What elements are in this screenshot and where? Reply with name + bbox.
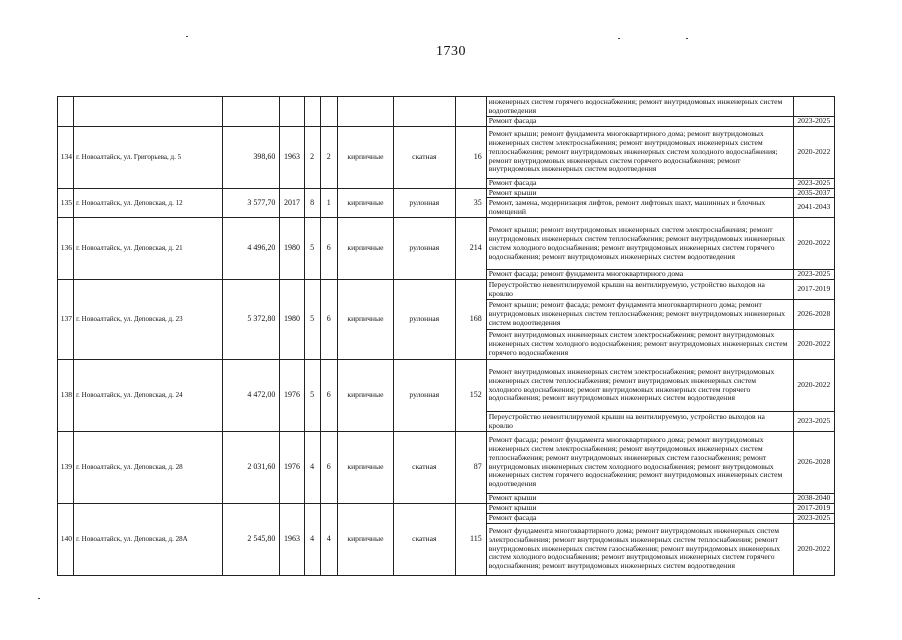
apartments-cell: 214 — [455, 218, 486, 280]
area-cell: 398,60 — [223, 126, 280, 188]
year-cell: 1980 — [280, 280, 304, 360]
wall-material-cell: кирпичные — [337, 280, 393, 360]
address-cell: г. Новоалтайск, ул. Деповская, д. 21 — [74, 218, 223, 280]
work-period-cell: 2023-2025 — [793, 270, 834, 280]
work-description-cell: инженерных систем горячего водоснабжения; ремонт внутридомовых инженерных систем водоотведения — [486, 97, 793, 117]
apartments-cell: 87 — [455, 432, 486, 504]
area-cell: 3 577,70 — [223, 188, 280, 218]
area-cell: 2 545,80 — [223, 503, 280, 575]
apartments-cell — [455, 97, 486, 127]
scan-mark — [618, 38, 620, 39]
work-description-cell: Ремонт внутридомовых инженерных систем электроснабжения; ремонт внутридомовых инженерных систем холодного водоснабжения; ремонт внутридомовых инженерных систем горячего водоснабжения — [486, 330, 793, 360]
scan-mark — [686, 38, 688, 39]
work-period-cell: 2017-2019 — [793, 503, 834, 513]
row-number: 138 — [58, 360, 74, 432]
table-row — [58, 503, 835, 513]
roof-type-cell — [394, 97, 455, 127]
row-number: 139 — [58, 432, 74, 504]
year-cell — [280, 97, 304, 127]
row-number: 136 — [58, 218, 74, 280]
year-cell: 1976 — [280, 360, 304, 432]
work-description-cell: Ремонт крыши; ремонт фундамента многоквартирного дома; ремонт внутридомовых инженерных систем электроснабжения; ремонт внутридомовых инженерных систем теплоснабжения; ремонт внутридомовых инженерных систем холодного водоснабжения; ремонт внутридомовых инженерных систем горячего водоснабжения; ремонт внутридомовых инженерных систем водоотведения — [486, 126, 793, 178]
roof-type-cell: рулонная — [394, 280, 455, 360]
roof-type-cell: рулонная — [394, 218, 455, 280]
work-description-cell: Ремонт фасада; ремонт фундамента многоквартирного дома — [486, 270, 793, 280]
wall-material-cell: кирпичные — [337, 126, 393, 188]
scan-mark — [186, 36, 188, 37]
area-cell — [223, 97, 280, 127]
area-cell: 4 496,20 — [223, 218, 280, 280]
work-description-cell: Ремонт крыши — [486, 503, 793, 513]
wall-material-cell: кирпичные — [337, 188, 393, 218]
roof-type-cell: скатная — [394, 503, 455, 575]
roof-type-cell: скатная — [394, 126, 455, 188]
work-description-cell: Ремонт фундамента многоквартирного дома; ремонт внутридомовых инженерных систем электроснабжения; ремонт внутридомовых инженерных систем теплоснабжения; ремонт внутридомовых инженерных систем газоснабжения; ремонт внутридомовых инженерных систем холодного водоснабжения; ремонт внутридомовых инженерных систем горячего водоснабжения; ремонт внутридомовых инженерных систем водоотведения — [486, 523, 793, 575]
repair-schedule-table — [57, 96, 835, 576]
work-description-cell: Ремонт, замена, модернизация лифтов, ремонт лифтовых шахт, машинных и блочных помещений — [486, 198, 793, 218]
apartments-cell: 35 — [455, 188, 486, 218]
floors-cell: 8 — [304, 188, 320, 218]
floors-cell: 4 — [304, 432, 320, 504]
table-row — [58, 126, 835, 178]
work-period-cell — [793, 97, 834, 117]
work-description-cell: Ремонт фасада — [486, 513, 793, 523]
roof-type-cell: скатная — [394, 432, 455, 504]
work-period-cell: 2020-2022 — [793, 330, 834, 360]
roof-type-cell: рулонная — [394, 360, 455, 432]
entrances-cell: 1 — [320, 188, 337, 218]
apartments-cell: 152 — [455, 360, 486, 432]
address-cell: г. Новоалтайск, ул. Деповская, д. 28А — [74, 503, 223, 575]
area-cell: 4 472,00 — [223, 360, 280, 432]
work-description-cell: Ремонт фасада — [486, 117, 793, 127]
table-body — [58, 97, 835, 576]
wall-material-cell: кирпичные — [337, 432, 393, 504]
scan-mark — [38, 598, 40, 599]
year-cell: 1963 — [280, 503, 304, 575]
year-cell: 1976 — [280, 432, 304, 504]
address-cell: г. Новоалтайск, ул. Деповская, д. 24 — [74, 360, 223, 432]
work-period-cell: 2038-2040 — [793, 494, 834, 504]
work-description-cell: Ремонт крыши — [486, 494, 793, 504]
entrances-cell — [320, 97, 337, 127]
work-description-cell: Ремонт внутридомовых инженерных систем электроснабжения; ремонт внутридомовых инженерных систем теплоснабжения; ремонт внутридомовых инженерных систем холодного водоснабжения; ремонт внутридомовых инженерных систем горячего водоснабжения; ремонт внутридомовых инженерных систем водоотведения — [486, 360, 793, 412]
year-cell: 1980 — [280, 218, 304, 280]
area-cell: 2 031,60 — [223, 432, 280, 504]
address-cell: г. Новоалтайск, ул. Деповская, д. 12 — [74, 188, 223, 218]
year-cell: 2017 — [280, 188, 304, 218]
address-cell: г. Новоалтайск, ул. Деповская, д. 28 — [74, 432, 223, 504]
table-row — [58, 432, 835, 494]
area-cell: 5 372,80 — [223, 280, 280, 360]
row-number: 134 — [58, 126, 74, 188]
wall-material-cell: кирпичные — [337, 503, 393, 575]
address-cell: г. Новоалтайск, ул. Деповская, д. 23 — [74, 280, 223, 360]
entrances-cell: 6 — [320, 280, 337, 360]
apartments-cell: 168 — [455, 280, 486, 360]
address-cell: г. Новоалтайск, ул. Григорьева, д. 5 — [74, 126, 223, 188]
apartments-cell: 115 — [455, 503, 486, 575]
wall-material-cell: кирпичные — [337, 360, 393, 432]
floors-cell: 4 — [304, 503, 320, 575]
work-period-cell: 2020-2022 — [793, 523, 834, 575]
work-description-cell: Переустройство невентилируемой крыши на вентилируемую, устройство выходов на кровлю — [486, 412, 793, 432]
table-row — [58, 188, 835, 198]
floors-cell: 5 — [304, 280, 320, 360]
row-number: 135 — [58, 188, 74, 218]
work-period-cell: 2023-2025 — [793, 117, 834, 127]
work-period-cell: 2020-2022 — [793, 126, 834, 178]
floors-cell: 2 — [304, 126, 320, 188]
wall-material-cell: кирпичные — [337, 218, 393, 280]
wall-material-cell — [337, 97, 393, 127]
work-period-cell: 2023-2025 — [793, 178, 834, 188]
table-row — [58, 97, 835, 117]
work-description-cell: Ремонт крыши; ремонт фасада; ремонт фундамента многоквартирного дома; ремонт внутридомовых инженерных систем теплоснабжения; ремонт внутридомовых инженерных систем водоотведения — [486, 300, 793, 330]
work-period-cell: 2020-2022 — [793, 218, 834, 270]
roof-type-cell: рулонная — [394, 188, 455, 218]
work-description-cell: Ремонт крыши; ремонт внутридомовых инженерных систем электроснабжения; ремонт внутридомовых инженерных систем теплоснабжения; ремонт внутридомовых инженерных систем холодного водоснабжения; ремонт внутридомовых инженерных систем горячего водоснабжения; ремонт внутридомовых инженерных систем водоотведения — [486, 218, 793, 270]
row-number: 140 — [58, 503, 74, 575]
row-number — [58, 97, 74, 127]
floors-cell: 5 — [304, 218, 320, 280]
work-period-cell: 2026-2028 — [793, 300, 834, 330]
work-period-cell: 2026-2028 — [793, 432, 834, 494]
work-period-cell: 2035-2037 — [793, 188, 834, 198]
work-description-cell: Ремонт фасада; ремонт фундамента многоквартирного дома; ремонт внутридомовых инженерных систем электроснабжения; ремонт внутридомовых инженерных систем теплоснабжения; ремонт внутридомовых инженерных систем газоснабжения; ремонт внутридомовых инженерных систем холодного водоснабжения; ремонт внутридомовых инженерных систем горячего водоснабжения; ремонт внутридомовых инженерных систем водоотведения — [486, 432, 793, 494]
table-row — [58, 360, 835, 412]
work-description-cell: Ремонт фасада — [486, 178, 793, 188]
work-description-cell: Переустройство невентилируемой крыши на вентилируемую, устройство выходов на кровлю — [486, 280, 793, 300]
work-period-cell: 2020-2022 — [793, 360, 834, 412]
apartments-cell: 16 — [455, 126, 486, 188]
address-cell — [74, 97, 223, 127]
entrances-cell: 6 — [320, 218, 337, 280]
entrances-cell: 4 — [320, 503, 337, 575]
work-period-cell: 2017-2019 — [793, 280, 834, 300]
table-row — [58, 280, 835, 300]
floors-cell: 5 — [304, 360, 320, 432]
row-number: 137 — [58, 280, 74, 360]
table-row — [58, 218, 835, 270]
work-period-cell: 2023-2025 — [793, 412, 834, 432]
work-period-cell: 2041-2043 — [793, 198, 834, 218]
entrances-cell: 2 — [320, 126, 337, 188]
entrances-cell: 6 — [320, 432, 337, 504]
entrances-cell: 6 — [320, 360, 337, 432]
page-number: 1730 — [436, 44, 466, 59]
work-period-cell: 2023-2025 — [793, 513, 834, 523]
work-description-cell: Ремонт крыши — [486, 188, 793, 198]
year-cell: 1963 — [280, 126, 304, 188]
floors-cell — [304, 97, 320, 127]
